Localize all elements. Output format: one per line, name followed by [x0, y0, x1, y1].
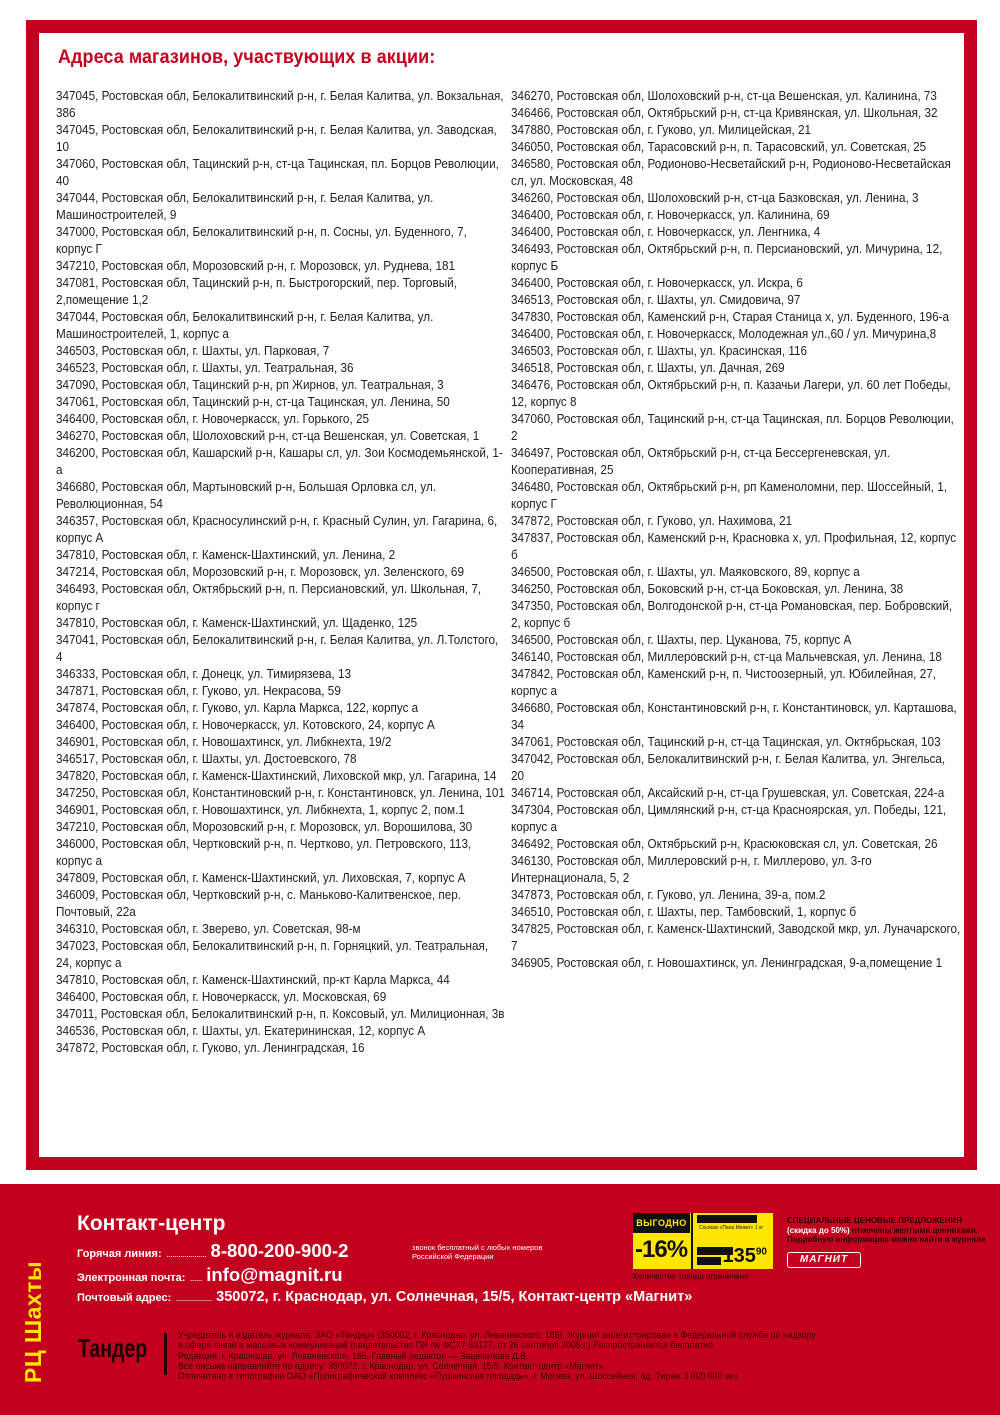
- store-address: 347810, Ростовская обл, г. Каменск-Шахтинский, пр-кт Карла Маркса, 44: [56, 973, 450, 987]
- imprint-line: Все письма направляйте по адресу: 350072, г. Краснодар, ул. Солнечная, 15/5. Контакт-центр «Магнит».: [178, 1360, 607, 1371]
- store-address: 347045, Ростовская обл, Белокалитвинский р-н, г. Белая Калитва, ул. Заводская, 10: [56, 123, 497, 154]
- store-address: 347872, Ростовская обл, г. Гуково, ул. Нахимова, 21: [511, 514, 793, 528]
- store-address: 346400, Ростовская обл, г. Новочеркасск, ул. Московская, 69: [56, 990, 387, 1004]
- store-address: 346400, Ростовская обл, г. Новочеркасск, Молодежная ул.,60 / ул. Мичурина,8: [511, 327, 937, 341]
- store-address: 346466, Ростовская обл, Октябрьский р-н, ст-ца Кривянская, ул. Школьная, 32: [511, 106, 938, 120]
- store-address: 347830, Ростовская обл, Каменский р-н, Старая Станица х, ул. Буденного, 196-а: [511, 310, 950, 324]
- store-address: 347041, Ростовская обл, Белокалитвинский р-н, г. Белая Калитва, ул. Л.Толстого, 4: [56, 633, 499, 664]
- store-address: 347871, Ростовская обл, г. Гуково, ул. Некрасова, 59: [56, 684, 341, 698]
- store-address: 347210, Ростовская обл, Морозовский р-н, г. Морозовск, ул. Руднева, 181: [56, 259, 455, 273]
- store-address: 346497, Ростовская обл, Октябрьский р-н, ст-ца Бессергеневская, ул. Кооперативная, 25: [511, 446, 891, 477]
- store-address: 346260, Ростовская обл, Шолоховский р-н, ст-ца Базковская, ул. Ленина, 3: [511, 191, 919, 205]
- store-address: 346140, Ростовская обл, Миллеровский р-н, ст-ца Мальчевская, ул. Ленина, 18: [511, 650, 942, 664]
- special-offers-heading: СПЕЦИАЛЬНЫЕ ЦЕНОВЫЕ ПРЕДЛОЖЕНИЯ: [787, 1216, 962, 1225]
- hotline-label: Горячая линия:: [77, 1248, 162, 1260]
- store-address: 346905, Ростовская обл, г. Новошахтинск, ул. Ленинградская, 9-а,помещение 1: [511, 956, 943, 970]
- store-address: 347820, Ростовская обл, г. Каменск-Шахтинский, Лиховской мкр, ул. Гагарина, 14: [56, 769, 497, 783]
- store-address: 347809, Ростовская обл, г. Каменск-Шахтинский, ул. Лиховская, 7, корпус А: [56, 871, 466, 885]
- store-address: 347250, Ростовская обл, Константиновский р-н, г. Константиновск, ул. Ленина, 101: [56, 786, 505, 800]
- store-address: 346270, Ростовская обл, Шолоховский р-н, ст-ца Вешенская, ул. Советская, 1: [56, 429, 480, 443]
- promo-price-main: 135: [722, 1245, 756, 1267]
- contact-center-title: Контакт-центр: [77, 1212, 226, 1235]
- email-label: Электронная почта:: [77, 1272, 186, 1284]
- leader-dots: ..................: [175, 1293, 212, 1303]
- email-row: [77, 1264, 343, 1286]
- postal-row: [77, 1288, 692, 1306]
- promo-product-name: Сосиски «Папа Может» 1 кг: [699, 1225, 764, 1231]
- special-offers-text: [787, 1216, 987, 1245]
- store-address: 346503, Ростовская обл, г. Шахты, ул. Красинская, 116: [511, 344, 808, 358]
- store-address: 347304, Ростовская обл, Цимлянский р-н, ст-ца Красноярская, ул. Победы, 121, корпус а: [511, 803, 947, 834]
- promo-divider: [691, 1213, 693, 1269]
- limited-quantity-note: Количество товара ограничено: [633, 1272, 749, 1281]
- store-address: 346503, Ростовская обл, г. Шахты, ул. Парковая, 7: [56, 344, 330, 358]
- store-address: 346000, Ростовская обл, Чертковский р-н, п. Чертково, ул. Петровского, 113, корпус а: [56, 837, 472, 868]
- store-address: 346517, Ростовская обл, г. Шахты, ул. Достоевского, 78: [56, 752, 357, 766]
- store-address: 346130, Ростовская обл, Миллеровский р-н, г. Миллерово, ул. 3-го Интернационала, 5, 2: [511, 854, 872, 885]
- store-address: 346680, Ростовская обл, Мартыновский р-н, Большая Орловка сл, ул. Революционная, 54: [56, 480, 437, 511]
- email-link[interactable]: info@magnit.ru: [206, 1264, 343, 1285]
- store-address: 347880, Ростовская обл, г. Гуково, ул. Милицейская, 21: [511, 123, 812, 137]
- address-list-right: [511, 88, 961, 972]
- store-address: 347045, Ростовская обл, Белокалитвинский р-н, г. Белая Калитва, ул. Вокзальная, 386: [56, 89, 504, 120]
- imprint-line: Редакция: г. Краснодар, ул. Леваневского, 185. Главный редактор — Зацепилова Д.В.: [178, 1350, 529, 1361]
- store-address: 346493, Ростовская обл, Октябрьский р-н, п. Персиановский, ул. Мичурина, 12, корпус Б: [511, 242, 943, 273]
- store-address: 347837, Ростовская обл, Каменский р-н, Красновка х, ул. Профильная, 12, корпус б: [511, 531, 957, 562]
- store-address: 346493, Ростовская обл, Октябрьский р-н, п. Персиановский, ул. Школьная, 7, корпус г: [56, 582, 482, 613]
- promo-discount: -16%: [635, 1236, 688, 1263]
- special-offers-highlight: (скидка до 50%): [787, 1225, 850, 1235]
- postal-address: 350072, г. Краснодар, ул. Солнечная, 15/5, Контакт-центр «Магнит»: [216, 1289, 693, 1305]
- imprint-line: Отпечатано в типографии ОАО «Полиграфический комплекс «Пушкинская площадь», г. Москва, ул. Шоссейная, 4д. Тираж 3 000 000 экз.: [178, 1371, 740, 1382]
- store-address: 346357, Ростовская обл, Красносулинский р-н, г. Красный Сулин, ул. Гагарина, 6, корпус А: [56, 514, 498, 545]
- store-address: 346513, Ростовская обл, г. Шахты, ул. Смидовича, 97: [511, 293, 801, 307]
- price-label-block: [697, 1257, 721, 1265]
- store-address: 347061, Ростовская обл, Тацинский р-н, ст-ца Тацинская, ул. Ленина, 50: [56, 395, 450, 409]
- store-address: 346009, Ростовская обл, Чертковский р-н, с. Маньково-Калитвенское, пер. Почтовый, 22а: [56, 888, 462, 919]
- store-address: 346680, Ростовская обл, Константиновский р-н, г. Константиновск, ул. Карташова, 34: [511, 701, 957, 732]
- store-address: 347044, Ростовская обл, Белокалитвинский р-н, г. Белая Калитва, ул. Машиностроителей, 1, корпус а: [56, 310, 434, 341]
- store-address: 347023, Ростовская обл, Белокалитвинский р-н, п. Горняцкий, ул. Театральная, 24, корпус а: [56, 939, 489, 970]
- store-address: 347081, Ростовская обл, Тацинский р-н, п. Быстрогорский, пер. Торговый, 2,помещение 1,2: [56, 276, 457, 307]
- store-address: 346400, Ростовская обл, г. Новочеркасск, ул. Ленгника, 4: [511, 225, 821, 239]
- store-address: 346476, Ростовская обл, Октябрьский р-н, п. Казачьи Лагери, ул. 60 лет Победы, 12, корпус 8: [511, 378, 951, 409]
- store-address: 347060, Ростовская обл, Тацинский р-н, ст-ца Тацинская, пл. Борцов Революции, 40: [56, 157, 499, 188]
- promo-price: [723, 1245, 768, 1268]
- hotline-number[interactable]: 8-800-200-900-2: [210, 1240, 349, 1261]
- distribution-center-label: РЦ Шахты: [20, 1260, 46, 1383]
- page-title: Адреса магазинов, участвующих в акции:: [58, 46, 436, 68]
- free-call-note: звонок бесплатный с любых номеров Российской Федерации: [412, 1243, 543, 1261]
- store-address: 346536, Ростовская обл, г. Шахты, ул. Екатерининская, 12, корпус А: [56, 1024, 426, 1038]
- store-address: 347214, Ростовская обл, Морозовский р-н, г. Морозовск, ул. Зеленского, 69: [56, 565, 464, 579]
- store-address: 346400, Ростовская обл, г. Новочеркасск, ул. Котовского, 24, корпус А: [56, 718, 435, 732]
- promo-badge: ВЫГОДНО: [633, 1213, 690, 1233]
- store-address: 347000, Ростовская обл, Белокалитвинский р-н, п. Сосны, ул. Буденного, 7, корпус Г: [56, 225, 467, 256]
- store-address: 347210, Ростовская обл, Морозовский р-н, г. Морозовск, ул. Ворошилова, 30: [56, 820, 473, 834]
- store-address: 346518, Ростовская обл, г. Шахты, ул. Дачная, 269: [511, 361, 785, 375]
- store-address: 347873, Ростовская обл, г. Гуково, ул. Ленина, 39-а, пом.2: [511, 888, 826, 902]
- magnit-logo: МАГНИТ: [787, 1252, 861, 1268]
- store-address: 347044, Ростовская обл, Белокалитвинский р-н, г. Белая Калитва, ул. Машиностроителей, 9: [56, 191, 434, 222]
- special-offers-body: отмечены желтыми ценниками. Подробную информацию можно найти в журнале: [787, 1225, 986, 1244]
- store-address: 347090, Ростовская обл, Тацинский р-н, рп Жирнов, ул. Театральная, 3: [56, 378, 444, 392]
- promo-price-tag: [633, 1213, 773, 1269]
- leader-dots: ......: [189, 1273, 202, 1283]
- store-address: 347350, Ростовская обл, Волгодонской р-н, ст-ца Романовская, пер. Бобровский, 2, корпус б: [511, 599, 953, 630]
- imprint-line: в сфере связи и массовых коммуникаций (свидетельство ПИ № ФС77-33177, от 26 сентября 2008 г.) Распространяется бесплатно.: [178, 1340, 716, 1351]
- store-address: 346492, Ростовская обл, Октябрьский р-н, Красюковская сл, ул. Советская, 26: [511, 837, 938, 851]
- store-address: 347011, Ростовская обл, Белокалитвинский р-н, п. Коксовый, ул. Милиционная, 3в: [56, 1007, 505, 1021]
- store-address: 346400, Ростовская обл, г. Новочеркасск, ул. Горького, 25: [56, 412, 369, 426]
- store-address: 346270, Ростовская обл, Шолоховский р-н, ст-ца Вешенская, ул. Калинина, 73: [511, 89, 937, 103]
- barcode-icon: [697, 1215, 757, 1223]
- tander-logo: Тандер: [78, 1333, 148, 1363]
- store-address: 347874, Ростовская обл, г. Гуково, ул. Карла Маркса, 122, корпус а: [56, 701, 419, 715]
- store-address: 347810, Ростовская обл, г. Каменск-Шахтинский, ул. Ленина, 2: [56, 548, 396, 562]
- store-address: 347872, Ростовская обл, г. Гуково, ул. Ленинградская, 16: [56, 1041, 365, 1055]
- leader-dots: ....................: [166, 1249, 207, 1259]
- store-address: 346510, Ростовская обл, г. Шахты, пер. Тамбовский, 1, корпус б: [511, 905, 857, 919]
- store-address: 346310, Ростовская обл, г. Зверево, ул. Советская, 98-м: [56, 922, 361, 936]
- store-address: 346250, Ростовская обл, Боковский р-н, ст-ца Боковская, ул. Ленина, 38: [511, 582, 904, 596]
- store-address: 346500, Ростовская обл, г. Шахты, ул. Маяковского, 89, корпус а: [511, 565, 860, 579]
- store-address: 347042, Ростовская обл, Белокалитвинский р-н, г. Белая Калитва, ул. Энгельса, 20: [511, 752, 946, 783]
- promo-price-kop: 90: [755, 1246, 767, 1258]
- store-address: 346480, Ростовская обл, Октябрьский р-н, рп Каменоломни, пер. Шоссейный, 1, корпус Г: [511, 480, 947, 511]
- store-address: 346580, Ростовская обл, Родионово-Несветайский р-н, Родионово-Несветайская сл, ул. Московская, 48: [511, 157, 951, 188]
- store-address: 346500, Ростовская обл, г. Шахты, пер. Цуканова, 75, корпус А: [511, 633, 852, 647]
- store-address: 346400, Ростовская обл, г. Новочеркасск, ул. Калинина, 69: [511, 208, 830, 222]
- store-address: 347825, Ростовская обл, г. Каменск-Шахтинский, Заводской мкр, ул. Луначарского, 7: [511, 922, 961, 953]
- store-address: 347842, Ростовская обл, Каменский р-н, п. Чистоозерный, ул. Юбилейная, 27, корпус а: [511, 667, 936, 698]
- logo-divider: [164, 1333, 167, 1375]
- store-address: 346333, Ростовская обл, г. Донецк, ул. Тимирязева, 13: [56, 667, 352, 681]
- store-address: 346200, Ростовская обл, Кашарский р-н, Кашары сл, ул. Зои Космодемьянской, 1-а: [56, 446, 503, 477]
- postal-label: Почтовый адрес:: [77, 1292, 172, 1304]
- store-address: 346901, Ростовская обл, г. Новошахтинск, ул. Либкнехта, 1, корпус 2, пом.1: [56, 803, 465, 817]
- publisher-imprint: [178, 1330, 978, 1381]
- store-address: 346050, Ростовская обл, Тарасовский р-н, п. Тарасовский, ул. Советская, 25: [511, 140, 927, 154]
- address-list-left: [56, 88, 506, 1057]
- store-address: 347061, Ростовская обл, Тацинский р-н, ст-ца Тацинская, ул. Октябрьская, 103: [511, 735, 941, 749]
- store-address: 347060, Ростовская обл, Тацинский р-н, ст-ца Тацинская, пл. Борцов Революции, 2: [511, 412, 954, 443]
- store-address: 346714, Ростовская обл, Аксайский р-н, ст-ца Грушевская, ул. Советская, 224-а: [511, 786, 945, 800]
- store-address: 346901, Ростовская обл, г. Новошахтинск, ул. Либкнехта, 19/2: [56, 735, 392, 749]
- imprint-line: Учредитель и издатель журнала: ЗАО «Тандер» (350002, г. Краснодар, ул. Леваневского, 185). Журнал зарегистрирован в Федеральной службе по надзору: [178, 1330, 816, 1340]
- store-address: 346400, Ростовская обл, г. Новочеркасск, ул. Искра, 6: [511, 276, 803, 290]
- store-address: 347810, Ростовская обл, г. Каменск-Шахтинский, ул. Щаденко, 125: [56, 616, 418, 630]
- hotline-row: [77, 1240, 348, 1262]
- store-address: 346523, Ростовская обл, г. Шахты, ул. Театральная, 36: [56, 361, 354, 375]
